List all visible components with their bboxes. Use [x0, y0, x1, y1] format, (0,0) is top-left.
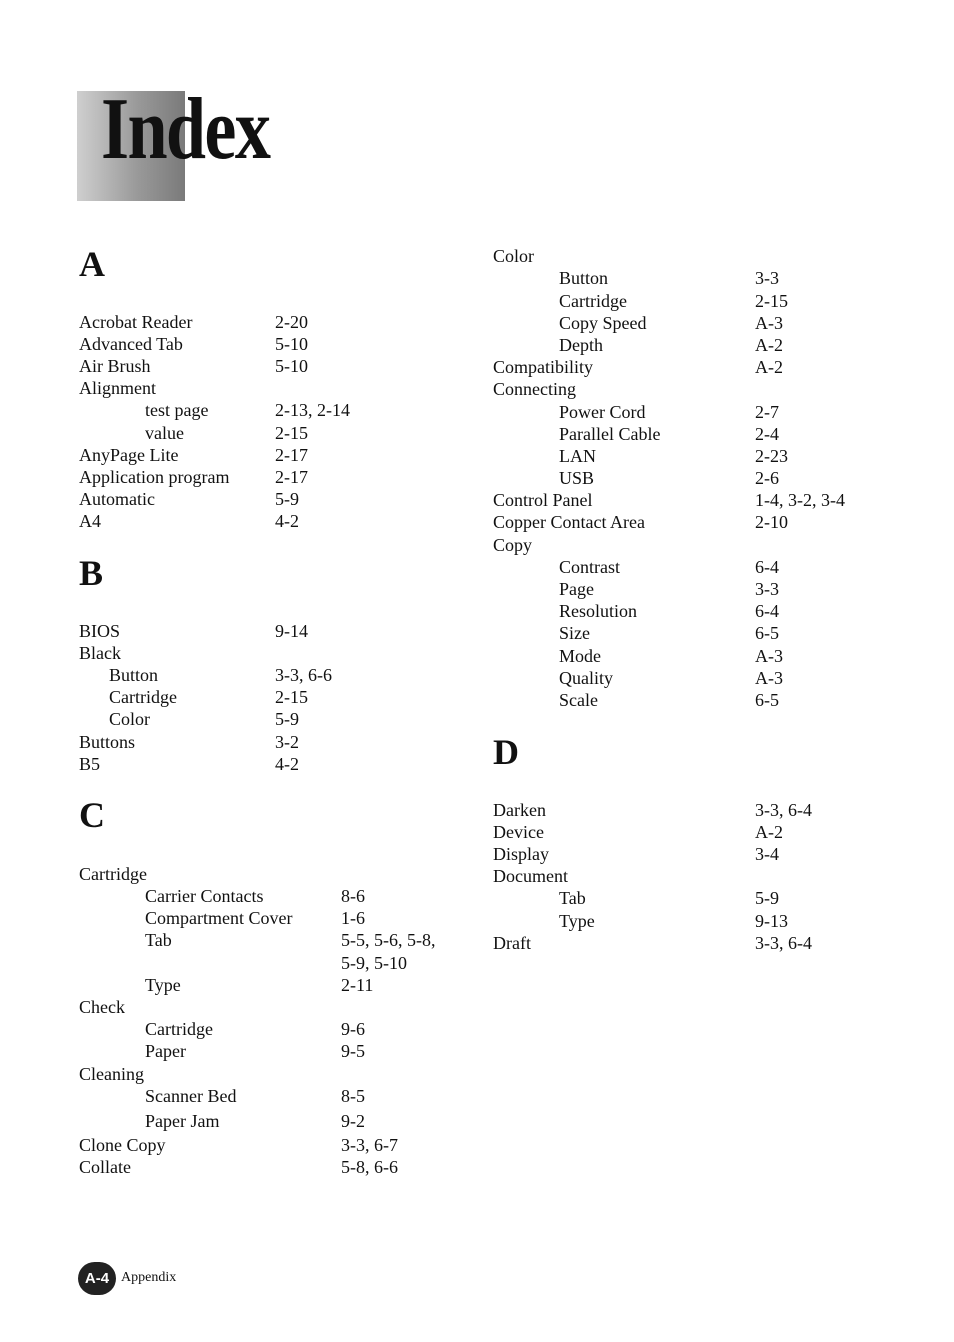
index-page-refs: A-3 [755, 668, 783, 688]
index-page-refs: 5-10 [275, 356, 308, 377]
index-page-refs: 3-3, 6-7 [341, 1135, 398, 1155]
index-term: Advanced Tab [79, 334, 183, 355]
index-term: USB [559, 468, 595, 488]
index-page-refs: 9-5 [341, 1041, 365, 1061]
index-page-refs: 8-5 [341, 1086, 365, 1106]
index-page-refs: 9-2 [341, 1111, 365, 1131]
index-term: Color [109, 709, 151, 730]
index-term: Scale [559, 690, 598, 710]
index-term: Paper Jam [145, 1111, 220, 1131]
index-term: B5 [79, 753, 101, 774]
index-page-refs: 2-6 [755, 468, 779, 488]
index-page-refs: 5-8, 6-6 [341, 1157, 398, 1177]
index-term: Copy [493, 535, 533, 555]
index-term: Darken [493, 800, 546, 820]
index-page-refs: 2-17 [275, 444, 308, 465]
index-term: Buttons [79, 731, 136, 752]
index-page-refs: 2-17 [275, 466, 308, 487]
index-term: Application program [79, 466, 230, 487]
index-term: Collate [79, 1157, 131, 1177]
index-term: Carrier Contacts [145, 886, 264, 906]
index-term: Type [559, 910, 595, 931]
index-term: Display [493, 844, 549, 865]
index-term: Resolution [559, 601, 638, 621]
index-term: Tab [145, 930, 172, 950]
index-page-refs: 3-4 [755, 844, 779, 865]
index-term: Cartridge [79, 864, 147, 884]
index-term: Cartridge [109, 687, 177, 708]
index-page-refs: 3-3, 6-4 [755, 932, 812, 953]
index-page-refs: A-2 [755, 335, 783, 355]
index-page-refs: 4-2 [275, 753, 299, 774]
index-page-refs: 2-4 [755, 424, 779, 444]
index-page-refs: 6-4 [755, 601, 779, 621]
index-term: Contrast [559, 557, 620, 577]
index-page-refs: 3-3 [755, 268, 779, 288]
index-term: Compartment Cover [145, 908, 293, 928]
index-page-refs: 2-7 [755, 402, 779, 422]
index-page-refs: 2-15 [275, 687, 308, 708]
index-term: Copy Speed [559, 313, 647, 333]
index-term: Tab [559, 888, 586, 909]
index-term: Color [493, 246, 535, 266]
index-page-refs: 5-5, 5-6, 5-8, [341, 930, 436, 950]
index-page-refs: 5-9 [275, 488, 299, 509]
index-page-refs: 6-5 [755, 690, 779, 710]
index-page-refs: 9-13 [755, 910, 788, 931]
index-page-refs: A-3 [755, 646, 783, 666]
index-term: Black [79, 643, 121, 664]
index-page-refs: 2-15 [755, 291, 788, 311]
index-term: Document [493, 866, 568, 887]
index-term: Alignment [79, 378, 156, 399]
index-term: Compatibility [493, 357, 594, 377]
section-letter-c: C [79, 795, 105, 835]
index-term: Cleaning [79, 1064, 144, 1084]
index-page-refs: 5-9 [755, 888, 779, 909]
index-page-refs: 2-15 [275, 422, 308, 443]
index-page-refs: A-2 [755, 822, 783, 843]
index-term: Size [559, 623, 590, 643]
index-page-refs: 6-4 [755, 557, 779, 577]
index-page-refs: 3-3 [755, 579, 779, 599]
index-page-refs: 1-6 [341, 908, 365, 928]
index-term: Page [559, 579, 594, 599]
index-page-refs: 4-2 [275, 510, 299, 531]
index-term: Depth [559, 335, 603, 355]
footer-section-label: Appendix [121, 1270, 177, 1285]
index-term: Copper Contact Area [493, 512, 645, 532]
index-term: Type [145, 975, 181, 995]
index-term: Cartridge [559, 291, 627, 311]
index-page-refs: 3-3, 6-6 [275, 665, 332, 686]
index-page-refs: 5-10 [275, 334, 308, 355]
section-letter-a: A [79, 244, 105, 284]
index-term: Clone Copy [79, 1135, 166, 1155]
index-term: Power Cord [559, 402, 646, 422]
section-letter-b: B [79, 553, 104, 593]
index-page-refs: 8-6 [341, 886, 365, 906]
index-page-refs: 5-9 [275, 709, 299, 730]
index-term: BIOS [79, 621, 121, 641]
index-term: value [145, 422, 184, 443]
index-page-refs: 3-3, 6-4 [755, 800, 812, 820]
index-page-refs: A-2 [755, 357, 783, 377]
index-term: Scanner Bed [145, 1086, 237, 1106]
index-term: Button [559, 268, 609, 288]
index-page-refs: 2-10 [755, 512, 788, 532]
index-page-refs: A-3 [755, 313, 783, 333]
index-page-refs: 1-4, 3-2, 3-4 [755, 490, 845, 510]
index-term: Quality [559, 668, 613, 688]
index-term: Parallel Cable [559, 424, 661, 444]
index-term: Automatic [79, 488, 155, 509]
index-page-refs: 5-9, 5-10 [341, 953, 407, 973]
index-term: LAN [559, 446, 596, 466]
index-page-refs: 3-2 [275, 731, 299, 752]
index-term: Connecting [493, 379, 576, 399]
index-page-refs: 9-6 [341, 1019, 365, 1039]
index-term: Button [109, 665, 159, 686]
page-title: Index [101, 81, 270, 178]
index-page-refs: 2-20 [275, 312, 308, 332]
index-term: Device [493, 822, 544, 843]
index-page-refs: 6-5 [755, 623, 779, 643]
index-term: Paper [145, 1041, 186, 1061]
index-term: Check [79, 997, 125, 1017]
index-term: AnyPage Lite [79, 444, 179, 465]
index-page-refs: 2-13, 2-14 [275, 400, 350, 421]
page-number-badge: A-4 [78, 1262, 116, 1295]
index-term: Draft [493, 932, 531, 953]
index-term: Control Panel [493, 490, 593, 510]
index-term: Acrobat Reader [79, 312, 193, 332]
index-term: A4 [79, 510, 101, 531]
index-page-refs: 9-14 [275, 621, 308, 641]
section-letter-d: D [493, 732, 519, 772]
index-term: test page [145, 400, 209, 421]
index-term: Mode [559, 646, 601, 666]
index-term: Cartridge [145, 1019, 213, 1039]
index-page-refs: 2-23 [755, 446, 788, 466]
index-page-refs: 2-11 [341, 975, 374, 995]
index-term: Air Brush [79, 356, 151, 377]
